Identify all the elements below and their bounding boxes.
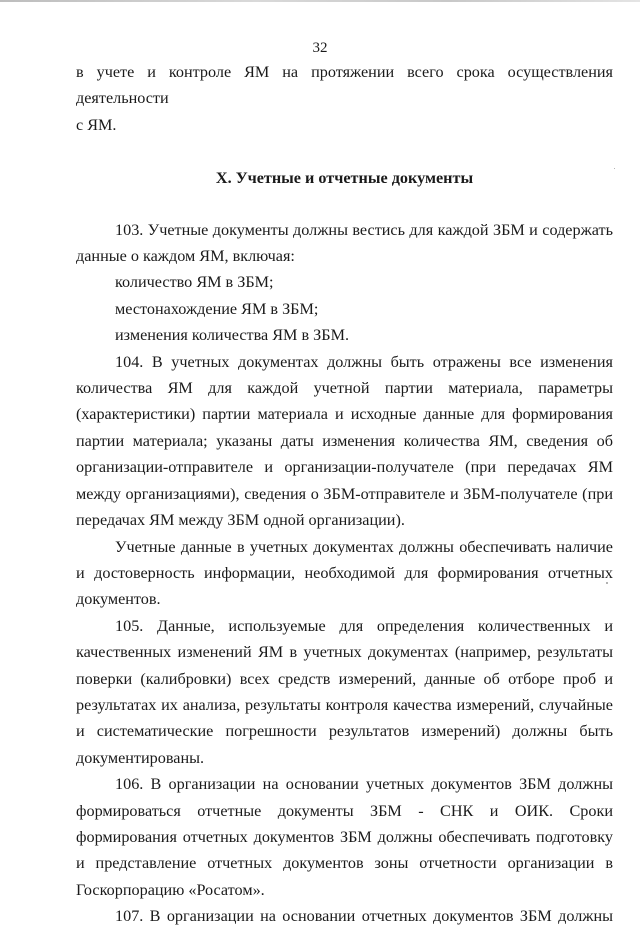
paragraph-107-start: 107. В организации на основании отчетных документов ЗБМ должны: [115, 907, 613, 926]
document-body: [76, 59, 613, 930]
scan-edge: [0, 0, 640, 2]
list-item: количество ЯМ в ЗБМ;: [115, 273, 274, 292]
paragraph-104-continued: Учетные данные в учетных документах должны обеспечивать наличие и достоверность информации, необходимой для формирования отчетных документов.: [76, 537, 613, 609]
paragraph-105: 105. Данные, используемые для определения количественных и качественных изменений ЯМ в учетных документах (например, результаты поверки (калибровки) всех средств измерений, данные об отборе проб и результатах их анализа, результаты контроля качества измерений, случайные и систематические погрешности результатов измерений) должны быть документированы.: [76, 616, 613, 767]
section-title: X. Учетные и отчетные документы: [215, 169, 474, 188]
continuation-line-1: в учете и контроле ЯМ на протяжении всего срока осуществления деятельности: [76, 63, 613, 108]
paragraph-104: 104. В учетных документах должны быть отражены все изменения количества ЯМ для каждой учетной партии материала, параметры (характеристики) партии материала и исходные данные для формирования партии материала; указаны даты изменения количества ЯМ, сведения об организации-отправителе и организации-получателе (при передачах ЯМ между организациями), сведения о ЗБМ-отправителе и ЗБМ-получателе (при передачах ЯМ между ЗБМ одной организации).: [76, 352, 613, 530]
scan-speck: [606, 582, 608, 584]
continuation-line-2: с ЯМ.: [76, 115, 117, 134]
page-number: 32: [312, 40, 328, 56]
list-item: местонахождение ЯМ в ЗБМ;: [115, 299, 319, 318]
scan-speck: [614, 168, 615, 169]
paragraph-103: 103. Учетные документы должны вестись для каждой ЗБМ и содержать данные о каждом ЯМ, включая:: [76, 220, 613, 266]
paragraph-106: 106. В организации на основании учетных документов ЗБМ должны формироваться отчетные документы ЗБМ - СНК и ОИК. Сроки формирования отчетных документов ЗБМ должны обеспечивать подготовку и представление отчетных документов зоны отчетности организации в Госкорпорацию «Росатом».: [76, 775, 613, 899]
list-item: изменения количества ЯМ в ЗБМ.: [115, 326, 350, 345]
